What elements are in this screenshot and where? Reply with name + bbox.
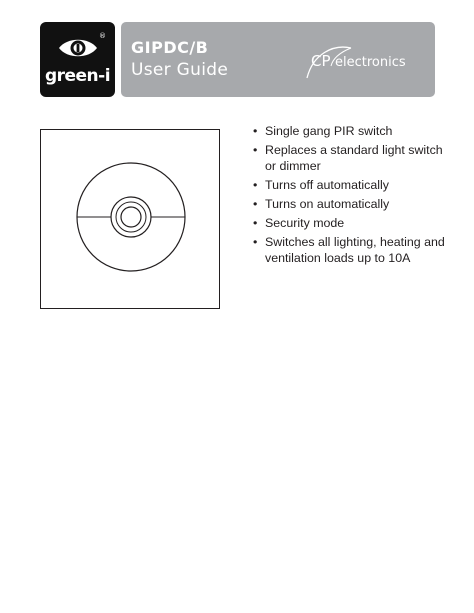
bullet-icon: • xyxy=(253,143,258,157)
feature-text: Security mode xyxy=(265,216,345,230)
feature-item xyxy=(253,123,453,139)
brand-cp: CP xyxy=(311,52,331,70)
feature-item xyxy=(253,177,453,193)
bullet-icon: • xyxy=(253,235,258,249)
document-type: User Guide xyxy=(131,60,229,80)
bullet-icon: • xyxy=(253,178,258,192)
feature-item xyxy=(253,215,453,231)
bullet-icon: • xyxy=(253,124,258,138)
logo-text: green-i xyxy=(44,66,111,86)
feature-list xyxy=(253,123,453,269)
pir-sensor-drawing xyxy=(41,130,221,310)
cp-electronics-logo xyxy=(303,42,423,82)
feature-text: Turns on automatically xyxy=(265,197,390,211)
feature-item xyxy=(253,234,453,266)
title-bar xyxy=(121,22,435,97)
eye-icon xyxy=(57,35,99,61)
green-i-logo xyxy=(40,22,115,97)
registered-mark: ® xyxy=(99,32,106,40)
product-illustration xyxy=(40,129,220,309)
feature-text: Replaces a standard light switch or dimmer xyxy=(265,143,443,173)
feature-item xyxy=(253,196,453,212)
model-number: GIPDC/B xyxy=(131,38,209,57)
feature-text: Switches all lighting, heating and ventilation loads up to 10A xyxy=(265,235,445,265)
brand-name: electronics xyxy=(335,55,406,70)
bullet-icon: • xyxy=(253,216,258,230)
feature-item xyxy=(253,142,453,174)
feature-text: Turns off automatically xyxy=(265,178,389,192)
feature-text: Single gang PIR switch xyxy=(265,124,393,138)
bullet-icon: • xyxy=(253,197,258,211)
